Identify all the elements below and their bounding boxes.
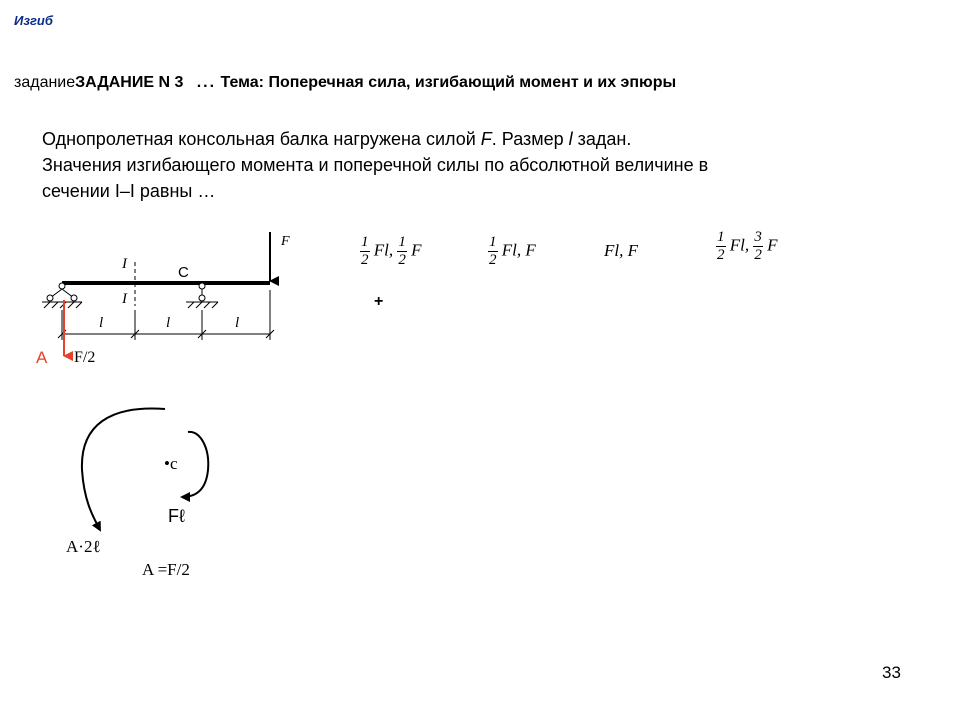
page-number: 33	[882, 663, 901, 682]
section-label-bottom: I	[122, 291, 127, 307]
task-topic: Тема: Поперечная сила, изгибающий момент и их эпюры	[220, 74, 677, 91]
selected-answer-mark: +	[374, 293, 384, 310]
answer-option-3[interactable]: Fl, F	[604, 241, 638, 260]
sketch-moment-f: Fℓ	[168, 506, 185, 526]
moment-arc-f	[182, 432, 208, 497]
span-label-3: l	[235, 315, 240, 331]
answer-option-2[interactable]: $\frac{1}{2}$ Fl, F	[489, 234, 536, 268]
left-support	[42, 283, 82, 308]
span-label-2: l	[166, 315, 171, 331]
point-c-label: C	[178, 264, 189, 281]
section-title: Изгиб	[14, 13, 53, 28]
statement-line-3: сечении I–I равны …	[42, 181, 216, 201]
section-label-top: I	[122, 256, 127, 272]
sketch-moment-a: A·2ℓ	[66, 537, 101, 556]
force-label: F	[281, 234, 290, 249]
span-label-1: l	[99, 315, 104, 331]
statement-line-2: Значения изгибающего момента и поперечной силы по абсолютной величине в	[42, 155, 709, 175]
sketch-reaction-eq: A =F/2	[142, 560, 190, 579]
reaction-value: F/2	[74, 349, 96, 366]
sketch-point-c: •c	[164, 454, 178, 473]
task-dots: ...	[196, 74, 217, 91]
task-prefix: задание	[14, 74, 76, 91]
moment-arc-a	[82, 409, 165, 530]
answer-option-4[interactable]: $\frac{1}{2}$ Fl, $\frac{3}{2}$ F	[717, 229, 778, 263]
reaction-label: A	[36, 348, 48, 367]
statement-line-1: Однопролетная консольная балка нагружена силой F. Размер l задан.	[42, 129, 632, 149]
answer-option-1[interactable]: $\frac{1}{2}$ Fl, $\frac{1}{2}$ F	[361, 234, 422, 268]
middle-support	[186, 283, 218, 308]
task-number: ЗАДАНИЕ N 3	[75, 74, 184, 91]
